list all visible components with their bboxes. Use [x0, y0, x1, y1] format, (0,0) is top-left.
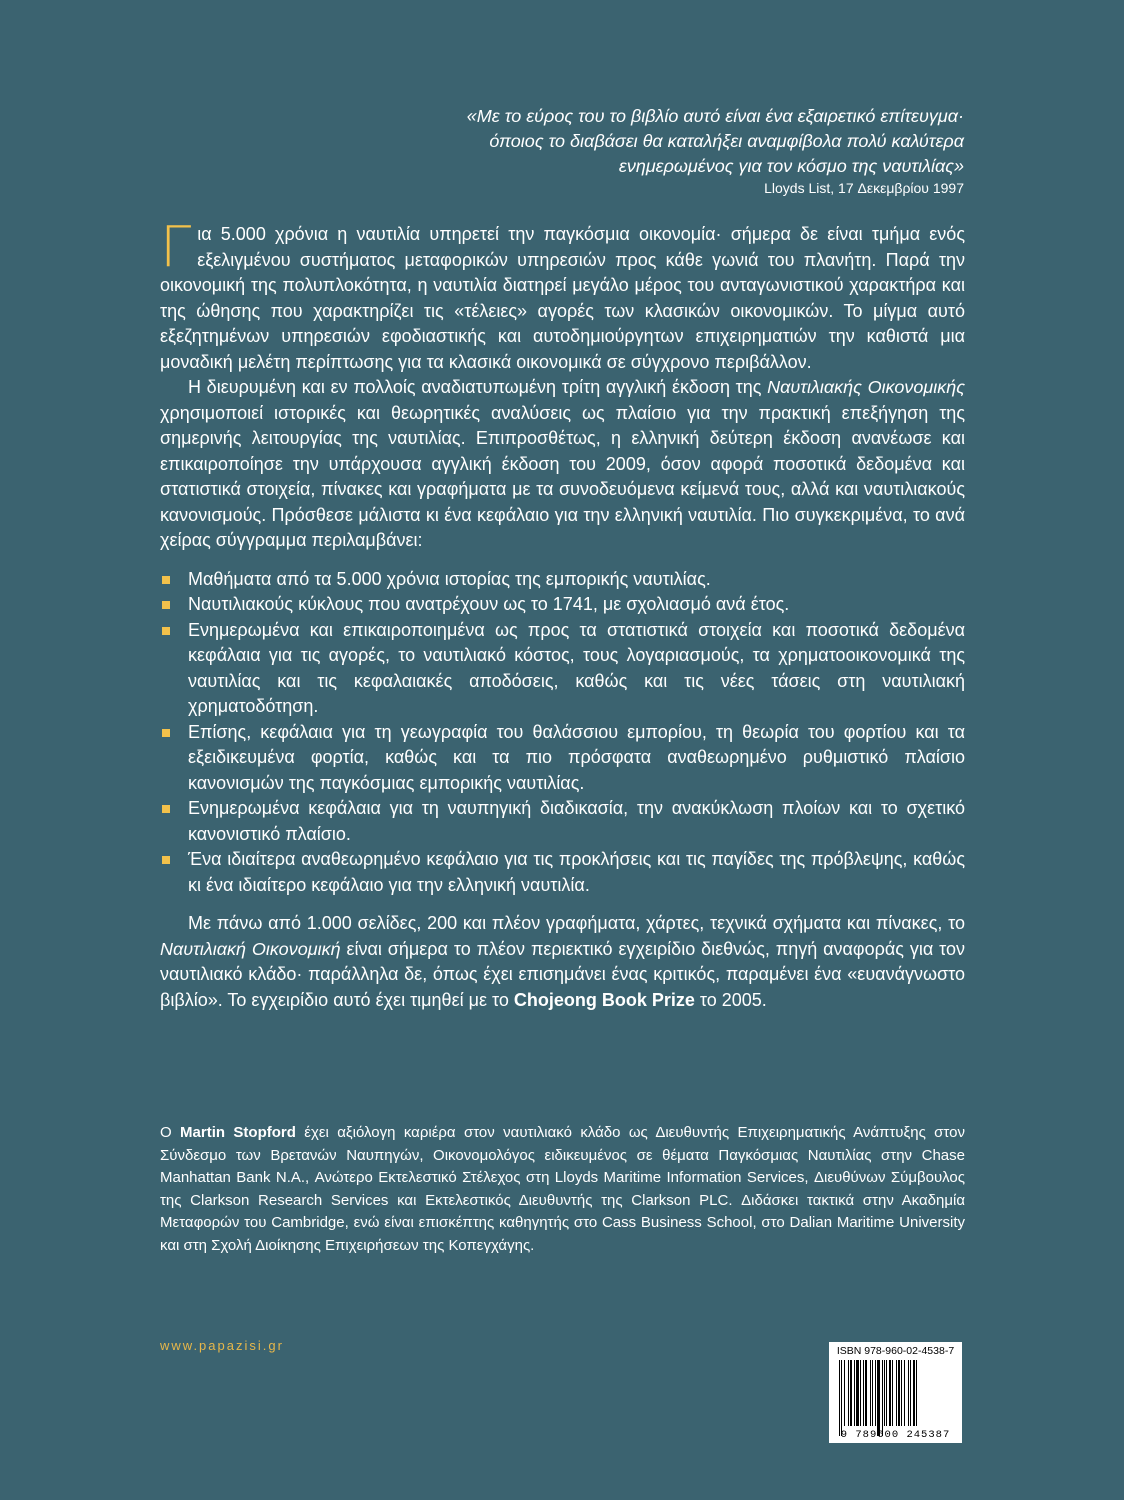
list-item [160, 847, 965, 898]
list-item [160, 720, 965, 797]
bullet-square-icon [162, 729, 170, 737]
summary-text: Με πάνω από 1.000 σελίδες, 200 και πλέον γραφήματα, χάρτες, τεχνικά σχήματα και πίνακες, το [188, 913, 965, 933]
summary-text: το 2005. [694, 989, 767, 1010]
publisher-website[interactable]: www.papazisi.gr [160, 1338, 284, 1353]
blurb-body [160, 215, 965, 1013]
bullet-square-icon [162, 576, 170, 584]
edition-text: Η διευρυμένη και εν πολλοίς αναδιατυπωμένη τρίτη αγγλική έκδοση της [188, 377, 768, 397]
quote-line: όποιος το διαβάσει θα καταλήξει αναμφίβολα πολύ καλύτερα [489, 131, 964, 151]
list-item-text: Μαθήματα από τα 5.000 χρόνια ιστορίας της εμπορικής ναυτιλίας. [188, 568, 711, 589]
contents-list [160, 567, 965, 899]
barcode-digits: 9 789600 245387 [840, 1429, 951, 1441]
bio-prefix: Ο [160, 1124, 181, 1141]
author-bio [160, 1122, 965, 1257]
quote-line: «Με το εύρος του το βιβλίο αυτό είναι ένα εξαιρετικό επίτευγμα· [466, 106, 964, 126]
edition-text: χρησιμοποιεί ιστορικές και θεωρητικές αναλύσεις ως πλαίσιο για την πρακτική επεξήγηση της σημερινής λειτουργίας της ναυτιλίας. Επιπροσθέτως, η ελληνική δεύτερη έκδοση ανανέωσε και επικαιροποίησε την υπάρχουσα αγγλική έκδοση του 2009, όσον αφορά ποσοτικά δεδομένα και στατιστικά στοιχεία, πίνακες και γραφήματα με τα συνοδευόμενα κείμενά τους, αλλά και ναυτιλιακούς κανονισμούς. Πρόσθεσε μάλιστα κι ένα κεφάλαιο για την ελληνική ναυτιλία. Πιο συγκεκριμένα, το ανά χείρας σύγγραμμα περιλαμβάνει: [160, 402, 965, 550]
list-item-text: Επίσης, κεφάλαια για τη γεωγραφία του θαλάσσιου εμπορίου, τη θεωρία του φορτίου και τα εξειδικευμένα φορτία, καθώς και τα πιο πρόσφατα αναθεωρημένο ρυθμιστικό πλαίσιο κανονισμών της παγκόσμιας εμπορικής ναυτιλίας. [188, 721, 965, 793]
book-title: Ναυτιλιακής Οικονομικής [767, 377, 965, 397]
bio-text: έχει αξιόλογη καριέρα στον ναυτιλιακό κλάδο ως Διευθυντής Επιχειρηματικής Ανάπτυξης στον Σύνδεσμο των Βρετανών Ναυπηγών, Οικονομολόγος ειδικευμένος σε θέματα Παγκόσμιας Ναυτιλίας στην Chase Manhattan Bank N.A., Ανώτερο Εκτελεστικό Στέλεχος στη Lloyds Maritime Information Services, Διευθύνων Σύμβουλος της Clarkson Research Services και Εκτελεστικός Διευθυντής της Clarkson PLC. Διδάσκει τακτικά στην Ακαδημία Μεταφορών του Cambridge, ενώ είναι επισκέπτης καθηγητής στο Cass Business School, στο Dalian Maritime University και στη Σχολή Διοίκησης Επιχειρήσεων της Κοπεγχάγης. [160, 1124, 965, 1254]
bullet-square-icon [162, 805, 170, 813]
edition-paragraph [160, 375, 965, 554]
intro-paragraph [160, 215, 965, 375]
bullet-square-icon [162, 601, 170, 609]
isbn-label: ISBN 978-960-02-4538-7 [836, 1345, 955, 1357]
list-item-text: Ενημερωμένα κεφάλαια για τη ναυπηγική διαδικασία, την ανακύκλωση πλοίων και το σχετικό κανονιστικό πλαίσιο. [188, 798, 965, 844]
list-item-text: Ναυτιλιακούς κύκλους που ανατρέχουν ως το 1741, με σχολιασμό ανά έτος. [188, 594, 790, 614]
book-title: Ναυτιλιακή Οικονομική [160, 938, 341, 959]
quote-source: Lloyds List, 17 Δεκεμβρίου 1997 [764, 180, 964, 196]
isbn-barcode [829, 1342, 962, 1443]
list-item [160, 567, 965, 593]
bullet-square-icon [162, 627, 170, 635]
bullet-square-icon [162, 856, 170, 864]
barcode-bars [839, 1360, 962, 1426]
drop-cap: Γ [160, 215, 192, 280]
quote-line: ενημερωμένος για τον κόσμο της ναυτιλίας» [618, 156, 964, 176]
review-quote [344, 104, 964, 179]
intro-text: ια 5.000 χρόνια η ναυτιλία υπηρετεί την παγκόσμια οικονομία· σήμερα δε είναι τμήμα ενός εξελιγμένου συστήματος μεταφορικών υπηρεσιών προς κάθε γωνιά του πλανήτη. Παρά την οικονομική της πολυπλοκότητα, η ναυτιλία διατηρεί μεγάλο μέρος του ανταγωνιστικού χαρακτήρα και της ώθησης που χαρακτηρίζει τις «τέλειες» αγορές των κλασικών οικονομικών. Το μίγμα αυτό εξεζητημένων υπηρεσιών εφοδιαστικής και αυτοδημιούργητων επιχειρηματιών την καθιστά μια μοναδική μελέτη περίπτωσης για τα κλασικά οικονομικά σε σύγχρονο περιβάλλον. [160, 224, 965, 372]
author-name: Martin Stopford [180, 1124, 296, 1141]
list-item [160, 592, 965, 618]
list-item [160, 796, 965, 847]
list-item-text: Ένα ιδιαίτερα αναθεωρημένο κεφάλαιο για τις προκλήσεις και τις παγίδες της πρόβλεψης, καθώς κι ένα ιδιαίτερο κεφάλαιο για την ελληνική ναυτιλία. [188, 849, 965, 895]
prize-name: Chojeong Book Prize [513, 989, 695, 1010]
summary-text: είναι σήμερα το πλέον περιεκτικό εγχειρίδιο διεθνώς, πηγή αναφοράς για τον ναυτιλιακό κλάδο· παράλληλα δε, όπως έχει επισημάνει ένας κριτικός, παραμένει ένα «ευανάγνωστο βιβλίο». Το εγχειρίδιο αυτό έχει τιμηθεί με το [160, 938, 965, 1010]
list-item-text: Ενημερωμένα και επικαιροποιημένα ως προς τα στατιστικά στοιχεία και ποσοτικά δεδομένα κεφάλαια για τις αγορές, το ναυτιλιακό κόστος, τους λογαριασμούς, τα χρηματοοικονομικά της ναυτιλίας και τις κεφαλαιακές αποδόσεις, καθώς και τις νέες τάσεις στη ναυτιλιακή χρηματοδότηση. [188, 619, 965, 716]
summary-paragraph [160, 911, 965, 1013]
barcode-bar [917, 1360, 918, 1426]
list-item [160, 618, 965, 720]
